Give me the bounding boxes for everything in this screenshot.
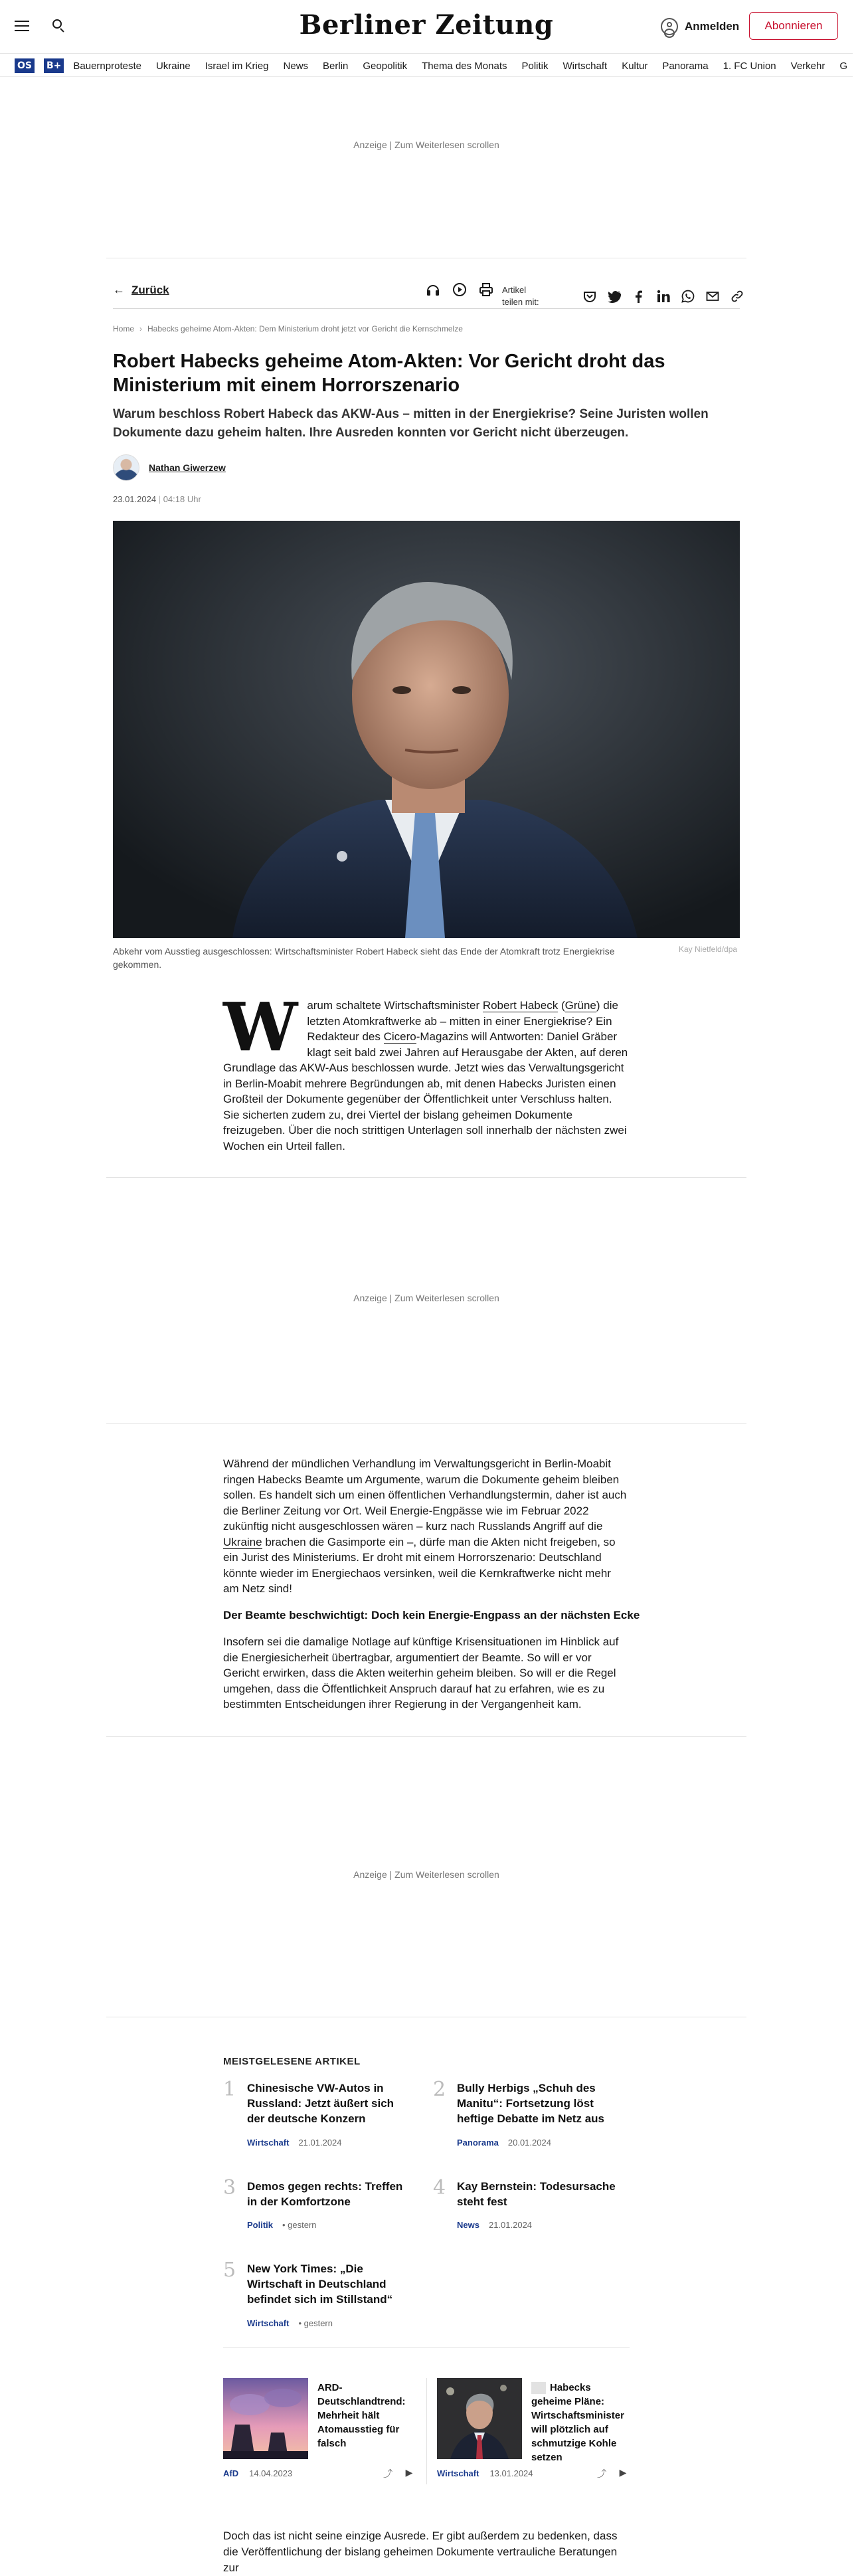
link-icon[interactable] <box>729 288 745 304</box>
most-read-meta <box>457 2138 551 2148</box>
bplus-badge[interactable]: B+ <box>44 58 64 73</box>
article-headline: Robert Habecks geheime Atom-Akten: Vor Gericht droht das Ministerium mit einem Horrorszenario <box>113 351 665 396</box>
nav-item-politik[interactable]: Politik <box>521 60 549 72</box>
rubric[interactable]: Politik <box>247 2220 274 2230</box>
link-gruene[interactable]: Grüne <box>564 999 596 1012</box>
text-run: brachen die Gasimporte ein –, dürfe man die Akten nicht freigeben, so ein Jurist des Ministeriums. Er droht mit einem Horrorszenario: Deutschland könnte wieder im Energiechaos versinken, weil die Kernkraftwerke nicht mehr am Netz sind! <box>223 1535 616 1595</box>
text-run: -Magazins will Antworten: Daniel Gräber klagt seit bald zwei Jahren auf Herausgabe der Akten, auf deren Grundlage das AKW-Aus beschlossen wurde. Jetzt wies das Verwaltungsgericht in Berlin-Moabit mehrere Begründungen ab, mit denen Habecks Juristen einen Großteil der Dokumente gegenüber der Öffentlichkeit unter Verschluss halten. Sie sicherten zudem zu, drei Viertel der bislang geheimen Dokumente freizugeben. Über die noch strittigen Unterlagen soll innerhalb der nächsten zwei Wochen ein Urteil fallen. <box>223 1030 628 1152</box>
most-read-meta <box>247 2220 317 2230</box>
most-read-item[interactable] <box>433 2176 626 2232</box>
most-read-title-text: New York Times: „Die Wirtschaft in Deutschland befindet sich im Stillstand“ <box>247 2262 393 2306</box>
site-header <box>0 0 853 53</box>
article-tools <box>425 282 494 298</box>
teaser-image[interactable] <box>223 2378 308 2459</box>
teaser-meta <box>437 2468 533 2478</box>
article-paragraph <box>223 988 630 1154</box>
most-read-item[interactable] <box>223 2176 416 2232</box>
teaser-card[interactable] <box>437 2378 630 2504</box>
most-read-item[interactable] <box>223 2258 416 2334</box>
teaser-meta <box>223 2468 292 2478</box>
date: 21.01.2024 <box>298 2138 342 2148</box>
date: 13.01.2024 <box>489 2468 533 2478</box>
article-time: 04:18 Uhr <box>163 494 201 504</box>
rubric[interactable]: News <box>457 2220 479 2230</box>
rubric[interactable]: AfD <box>223 2468 239 2478</box>
article-paragraph: Insofern sei die damalige Notlage auf künftige Krisensituationen im Hinblick auf die Energiesicherheit übertragbar, argumentiert der Beamte. So will er vor Gericht erwirken, dass die Akten weiterhin geheim bleiben. So will er die Regel umgehen, dass die Öffentlichkeit Anspruch darauf hat zu erfahren, wie es zu bestimmten Entscheidungen ihrer Regierung in der Vergangenheit kam. <box>223 1635 619 1710</box>
share-icon[interactable]: ⤴ <box>383 2468 392 2479</box>
author-box <box>113 454 226 481</box>
article-paragraph: Doch das ist nicht seine einzige Ausrede. Er gibt außerdem zu bedenken, dass die Veröffentlichung der bislang geheimen Dokumente vertrauliche Beratungen zur <box>223 2530 618 2574</box>
share-label: Artikel teilen mit: <box>502 285 539 307</box>
breadcrumb <box>113 324 463 333</box>
facebook-icon[interactable] <box>631 288 647 304</box>
rubric[interactable]: Wirtschaft <box>247 2138 290 2148</box>
most-read-meta <box>457 2220 532 2230</box>
divider <box>106 1177 746 1178</box>
most-read-number: 1 <box>223 2078 236 2101</box>
divider <box>106 1736 746 1737</box>
author-avatar[interactable] <box>113 454 139 481</box>
teaser-actions <box>381 2467 416 2480</box>
breadcrumb-home[interactable]: Home <box>113 324 135 333</box>
most-read-title-text: Kay Bernstein: Todesursache steht fest <box>457 2180 616 2208</box>
link-cicero[interactable]: Cicero <box>383 1030 416 1043</box>
mail-icon[interactable] <box>705 288 721 304</box>
subscribe-button[interactable]: Abonnieren <box>749 12 838 40</box>
teaser-image[interactable] <box>437 2378 522 2459</box>
print-icon[interactable] <box>478 282 494 298</box>
divider <box>113 308 740 309</box>
text-run: arum schaltete Wirtschaftsminister <box>307 999 483 1012</box>
nav-item-ukraine[interactable]: Ukraine <box>155 60 191 72</box>
headphones-icon[interactable] <box>425 282 441 298</box>
text-run: ( <box>558 999 565 1012</box>
nav-item-panorama[interactable]: Panorama <box>662 60 709 72</box>
most-read-number: 4 <box>433 2176 446 2199</box>
text-run: Während der mündlichen Verhandlung im Verwaltungsgericht in Berlin-Moabit ringen Habecks Beamte um Argumente, warum die Dokumente geheim bleiben sollen. Es handelt sich um einen öffentlichen Verhandlungstermin, daher ist auch die Berliner Zeitung vor Ort. Weil Energie-Engpässe wie im Februar 2022 zukünftig nicht ausgeschlossen wären – kurz nach Russlands Angriff auf die <box>223 1457 627 1532</box>
play-icon[interactable]: ▶ <box>405 2467 413 2478</box>
play-icon[interactable] <box>452 282 468 298</box>
most-read-number: 3 <box>223 2176 236 2199</box>
article-lead: Warum beschloss Robert Habeck das AKW-Aus – mitten in der Energiekrise? Seine Juristen wollen Dokumente dazu geheim halten. Ihre Ausreden konnten vor Gericht nicht überzeugen. <box>113 407 709 440</box>
share-bar <box>582 288 745 304</box>
most-read-number: 2 <box>433 2078 446 2101</box>
play-icon[interactable]: ▶ <box>619 2467 627 2478</box>
link-robert-habeck[interactable]: Robert Habeck <box>482 999 559 1012</box>
hero-image[interactable] <box>113 521 740 938</box>
login-button[interactable] <box>661 16 739 37</box>
nav-item-bauernproteste[interactable]: Bauernproteste <box>73 60 141 72</box>
most-read-meta <box>247 2318 333 2328</box>
rubric[interactable]: Wirtschaft <box>437 2468 479 2478</box>
nav-item-kultur[interactable]: Kultur <box>622 60 648 72</box>
chevron-right-icon: › <box>139 324 143 333</box>
article-subhead: Der Beamte beschwichtigt: Doch kein Energie-Engpass an der nächsten Ecke <box>223 1609 640 1621</box>
article-paragraph <box>223 1456 630 1597</box>
most-read-number: 5 <box>223 2258 236 2282</box>
divider <box>426 2378 427 2484</box>
nav-item-truncated[interactable]: G <box>839 60 848 72</box>
most-read-meta <box>247 2138 342 2148</box>
most-read-title-text: Chinesische VW-Autos in Russland: Jetzt äußert sich der deutsche Konzern <box>247 2082 394 2125</box>
date: 20.01.2024 <box>507 2138 551 2148</box>
whatsapp-icon[interactable] <box>680 288 696 304</box>
main-nav <box>0 53 853 77</box>
rubric[interactable]: Panorama <box>457 2138 499 2148</box>
bplus-icon <box>531 2382 546 2394</box>
arrow-left-icon: ← <box>113 283 125 296</box>
nav-item-geopolitik[interactable]: Geopolitik <box>363 60 408 72</box>
most-read-title-text: Demos gegen rechts: Treffen in der Komfortzone <box>247 2180 403 2208</box>
most-read-item[interactable] <box>223 2080 416 2154</box>
teaser-card[interactable] <box>223 2378 416 2504</box>
os-badge[interactable]: OS <box>15 58 35 73</box>
date: 14.04.2023 <box>249 2468 293 2478</box>
teaser-title-text: Habecks geheime Pläne: Wirtschaftsminister will plötzlich auf schmutzige Kohle setzen <box>531 2382 624 2463</box>
twitter-icon[interactable] <box>606 288 622 304</box>
back-label: Zurück <box>131 283 169 296</box>
ad-label: Anzeige | Zum Weiterlesen scrollen <box>353 139 499 150</box>
user-icon <box>661 18 678 35</box>
nav-item-verkehr[interactable]: Verkehr <box>790 60 825 72</box>
teaser-actions <box>595 2467 630 2480</box>
date: • gestern <box>282 2220 317 2230</box>
rubric[interactable]: Wirtschaft <box>247 2318 290 2328</box>
divider <box>106 1423 746 1424</box>
date: • gestern <box>298 2318 333 2328</box>
nav-item-israel[interactable]: Israel im Krieg <box>205 60 269 72</box>
back-button[interactable] <box>113 283 169 297</box>
text-run: ) die letzten Atomkraftwerke ab – mitten in einer Energiekrise? Ein Redakteur des <box>307 999 618 1043</box>
nav-item-union[interactable]: 1. FC Union <box>723 60 776 72</box>
divider <box>223 2347 630 2348</box>
nav-item-berlin[interactable]: Berlin <box>323 60 349 72</box>
most-read-title: MEISTGELESENE ARTIKEL <box>223 2056 361 2067</box>
author-name[interactable]: Nathan Giwerzew <box>149 462 226 473</box>
nav-item-thema-des-monats[interactable]: Thema des Monats <box>422 60 507 72</box>
nav-item-news[interactable]: News <box>283 60 309 72</box>
most-read-title-text: Bully Herbigs „Schuh des Manitu“: Fortsetzung löst heftige Debatte im Netz aus <box>457 2082 604 2125</box>
share-icon[interactable]: ⤴ <box>597 2468 606 2479</box>
ad-label: Anzeige | Zum Weiterlesen scrollen <box>353 1293 499 1303</box>
image-credit: Kay Nietfeld/dpa <box>679 945 738 954</box>
dropcap: W <box>223 988 298 1066</box>
most-read-item[interactable] <box>433 2080 626 2154</box>
image-caption: Abkehr vom Ausstieg ausgeschlossen: Wirtschaftsminister Robert Habeck sieht das Ende der Atomkraft trotz Energiekrise gekommen. <box>113 946 615 970</box>
linkedin-icon[interactable] <box>655 288 671 304</box>
nav-item-wirtschaft[interactable]: Wirtschaft <box>562 60 608 72</box>
ad-label: Anzeige | Zum Weiterlesen scrollen <box>353 1869 499 1880</box>
site-logo[interactable]: Berliner Zeitung <box>299 9 554 41</box>
login-label: Anmelden <box>685 20 740 33</box>
pocket-icon[interactable] <box>582 288 598 304</box>
breadcrumb-current: Habecks geheime Atom-Akten: Dem Ministerium droht jetzt vor Gericht die Kernschmelze <box>147 324 463 333</box>
article-dateline: 23.01.2024 | 04:18 Uhr <box>113 494 201 504</box>
teaser-title: ARD-Deutschlandtrend: Mehrheit hält Atomausstieg für falsch <box>317 2382 406 2449</box>
date: 21.01.2024 <box>488 2220 533 2230</box>
teaser-title <box>531 2381 630 2464</box>
link-ukraine[interactable]: Ukraine <box>223 1535 262 1548</box>
article-date: 23.01.2024 <box>113 494 157 504</box>
